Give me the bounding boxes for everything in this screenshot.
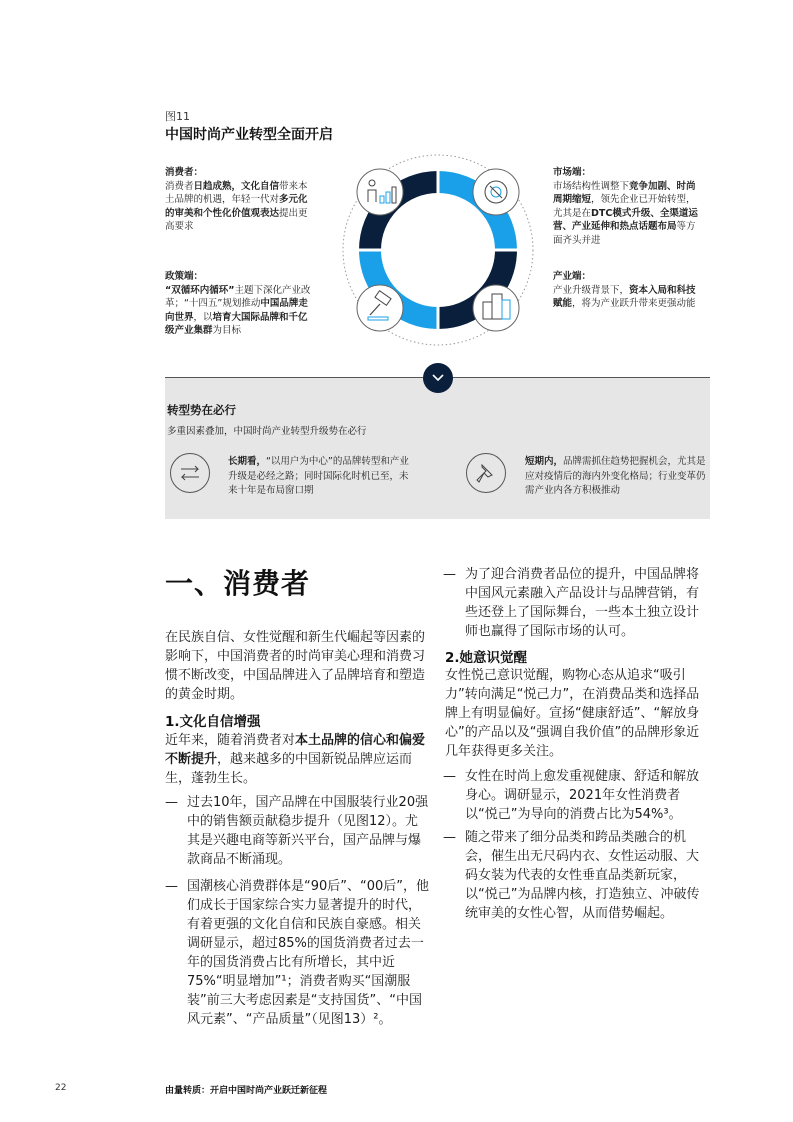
footer-title: 由量转质：开启中国时尚产业跃迁新征程: [165, 1086, 328, 1096]
subsection-2-paragraph: 女性悦己意识觉醒，购物心态从追求“吸引力”转向满足“悦己力”，在消费品类和选择品牌上有明显偏好。宣扬“健康舒适”、“解放身心”的产品以及“强调自我价值”的品牌形象近几年获得更多关注。: [445, 668, 700, 759]
bullet-item: — 国潮核心消费群体是“90后”、“00后”，他们成长于国家综合实力显著提升的时代，有着更强的文化自信和民族自豪感。相关调研显示，超过85%的国货消费者过去一年的国货消费占比有所增长，其中近75%“明显增加”¹；消费者购买“国潮服装”前三大考虑因素是“支持国货”、“中国风元素”、“产品质量”（见图13）²。: [165, 879, 430, 1027]
panel-subtitle: 多重因素叠加，中国时尚产业转型升级势在必行: [167, 426, 367, 437]
subsection-1-paragraph: 近年来，随着消费者对本土品牌的信心和偏爱不断提升，越来越多的中国新锐品牌应运而生，蓬勃生长。: [165, 733, 426, 786]
intro-paragraph: 在民族自信、女性觉醒和新生代崛起等因素的影响下，中国消费者的时尚审美心理和消费习惯不断改变，中国品牌进入了品牌培育和塑造的黄金时期。: [165, 630, 426, 702]
figure-title: 中国时尚产业转型全面开启: [165, 127, 333, 143]
panel-title: 转型势在必行: [167, 403, 236, 417]
page-number: 22: [55, 1083, 67, 1093]
subsection-2-title: 2.她意识觉醒: [445, 650, 528, 666]
chevron-down-icon: [423, 363, 453, 393]
target-icon: [473, 169, 519, 215]
gavel-icon: [357, 285, 403, 331]
transformation-donut: [340, 152, 536, 348]
market-title: 市场端：: [553, 167, 592, 178]
bullet-item: — 为了迎合消费者品位的提升，中国品牌将中国风元素融入产品设计与品牌营销，有些还登上了国际舞台，一些本土独立设计师也赢得了国际市场的认可。: [443, 567, 700, 639]
consumer-quadrant: 消费者： 消费者日趋成熟，文化自信带来本土品牌的机遇，年轻一代对多元化的审美和个性化价值观表达提出更高要求: [165, 166, 315, 234]
consumer-title: 消费者：: [165, 167, 204, 178]
short-term-note: 短期内，品牌需抓住趋势把握机会，尤其是应对疫情后的海内外变化格局；行业变革仍需产业内各方积极推动: [525, 456, 706, 496]
cycle-arrows-icon: [170, 453, 210, 493]
bullet-item: — 女性在时尚上愈发重视健康、舒适和解放身心。调研显示，2021年女性消费者以“悦己”为导向的消费占比为54%³。: [443, 769, 700, 822]
bullet-item: — 随之带来了细分品类和跨品类融合的机会，催生出无尺码内衣、女性运动服、大码女装为代表的女性垂直品类新玩家，以“悦己”为品牌内核，打造独立、冲破传统审美的女性心智，从而借势崛起。: [443, 830, 700, 921]
industry-quadrant: 产业端： 产业升级背景下，资本入局和科技赋能，将为产业跃升带来更强动能: [553, 270, 703, 311]
industry-title: 产业端：: [553, 271, 592, 282]
subsection-1-title: 1.文化自信增强: [165, 714, 261, 730]
pin-icon: [466, 453, 506, 493]
policy-title: 政策端：: [165, 271, 204, 282]
long-term-note: 长期看，“以用户为中心”的品牌转型和产业升级是必经之路；同时国际化时机已至，未来十年是布局窗口期: [228, 456, 409, 496]
policy-quadrant: 政策端： “双循环内循环”主题下深化产业改革；“十四五”规划推动中国品牌走向世界，以培育大国际品牌和千亿级产业集群为目标: [165, 270, 315, 338]
consumer-growth-icon: [357, 169, 403, 215]
figure-label: 图11: [165, 110, 190, 123]
section-title: 一、消费者: [165, 567, 311, 600]
buildings-icon: [473, 285, 519, 331]
market-quadrant: 市场端： 市场结构性调整下竞争加剧、时尚周期缩短，领先企业已开始转型，尤其是在DTC模式升级、全渠道运营、产业延伸和热点话题布局等方面齐头并进: [553, 166, 705, 247]
bullet-item: — 过去10年，国产品牌在中国服装行业20强中的销售额贡献稳步提升（见图12）。尤其是兴趣电商等新兴平台，国产品牌与爆款商品不断涌现。: [165, 795, 429, 867]
